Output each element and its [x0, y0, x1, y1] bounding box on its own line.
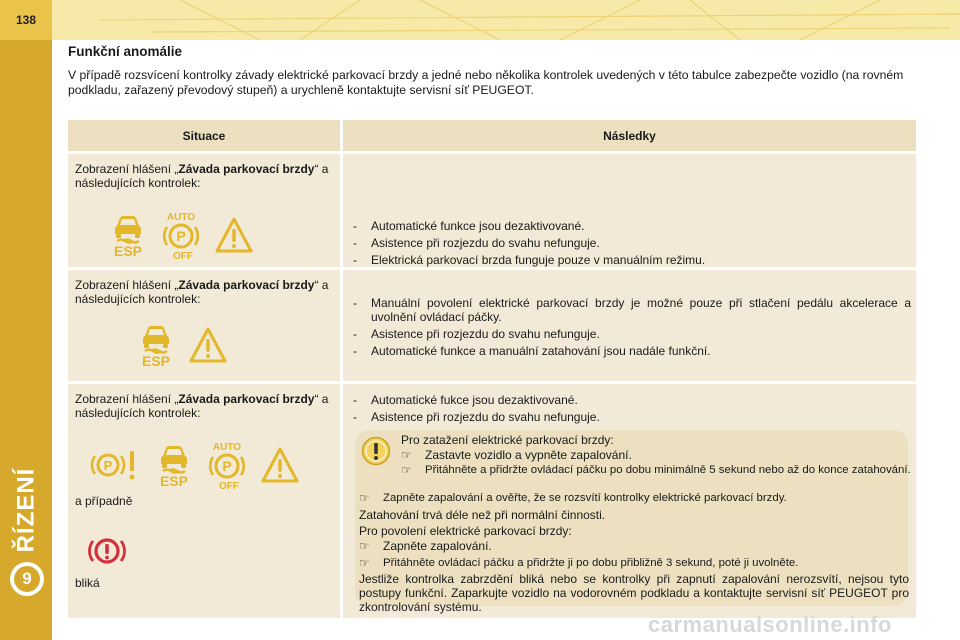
warning-icons — [136, 322, 240, 371]
warning-icons — [90, 440, 312, 493]
chapter-title — [6, 455, 46, 565]
svg-text:ESP: ESP — [113, 243, 143, 258]
info-exclamation-icon — [361, 436, 391, 469]
brake-warning-icon — [86, 532, 128, 573]
situation-bold: Závada parkovací brzdy — [178, 162, 315, 176]
anomaly-table — [68, 120, 916, 621]
box-step — [359, 556, 933, 570]
watermark: carmanualsonline.info — [648, 612, 892, 637]
svg-text:P: P — [103, 458, 113, 473]
situation-suffix: “ a následujících kontrolek: — [75, 162, 329, 190]
box-step — [359, 491, 933, 505]
box-step — [359, 539, 933, 553]
list-item: - Asistence při rozjezdu do svahu nefunguje. — [351, 410, 911, 424]
box-step-text: Zapněte zapalování. — [383, 539, 492, 553]
consequence-list — [351, 296, 911, 361]
page-number: 138 — [0, 0, 52, 40]
svg-text:P: P — [222, 458, 232, 474]
situation-bold: Závada parkovací brzdy — [178, 392, 315, 406]
warning-triangle-icon — [188, 326, 228, 367]
svg-text:ESP: ESP — [141, 353, 171, 368]
svg-text:OFF: OFF — [173, 251, 193, 260]
svg-text:P: P — [176, 228, 186, 244]
pointer-bullet-icon: ☞ — [359, 491, 370, 505]
pointer-bullet-icon: ☞ — [359, 556, 370, 570]
warning-icons — [108, 210, 266, 263]
brake-warning-icons — [86, 532, 140, 573]
situation-prefix: Zobrazení hlášení „ — [75, 278, 179, 292]
situation-suffix: “ a následujících kontrolek: — [75, 392, 329, 420]
consequence-list — [351, 393, 911, 427]
list-item: - Asistence při rozjezdu do svahu nefunguje. — [351, 236, 911, 250]
list-item: - Manuální povolení elektrické parkovací brzdy je možné pouze při stlačení pedálu akcelerace a uvolnění ovládací páčky. — [351, 296, 911, 324]
situation-prefix: Zobrazení hlášení „ — [75, 162, 179, 176]
table-header-row — [68, 120, 916, 151]
box-step-text: Zapněte zapalování a ověřte, že se rozsvítí kontrolky elektrické parkovací brzdy. — [383, 492, 787, 504]
situation-prefix: Zobrazení hlášení „ — [75, 392, 179, 406]
blinking-text: bliká — [75, 576, 100, 590]
pointer-bullet-icon: ☞ — [401, 463, 412, 477]
consequence-cell — [343, 384, 916, 618]
table-row — [68, 154, 916, 267]
box-step-text: Zastavte vozidlo a vypněte zapalování. — [425, 448, 632, 462]
table-row — [68, 270, 916, 381]
situation-cell — [68, 384, 340, 618]
svg-text:AUTO: AUTO — [166, 212, 196, 223]
header-consequence: Následky — [343, 120, 916, 151]
box-release-title: Pro povolení elektrické parkovací brzdy: — [359, 524, 572, 538]
and-possibly-text: a případně — [75, 494, 133, 508]
warning-triangle-icon — [214, 216, 254, 257]
situation-text — [75, 392, 337, 420]
esp-warning-icon — [108, 212, 148, 261]
list-item: - Automatické funkce jsou dezaktivované. — [351, 219, 911, 233]
esp-warning-icon — [136, 322, 176, 371]
box-step — [401, 463, 911, 477]
situation-cell — [68, 154, 340, 267]
header-situation: Situace — [68, 120, 340, 151]
section-heading: Funkční anomálie — [68, 44, 183, 59]
consequence-cell — [343, 154, 916, 267]
list-item: - Elektrická parkovací brzda funguje pouze v manuálním režimu. — [351, 253, 911, 267]
auto-parking-brake-off-icon — [206, 440, 248, 493]
situation-text — [75, 162, 337, 190]
pointer-bullet-icon: ☞ — [401, 448, 412, 462]
warning-triangle-icon — [260, 446, 300, 487]
chapter-number-badge — [10, 562, 44, 596]
situation-suffix: “ a následujících kontrolek: — [75, 278, 329, 306]
chapter-number: 9 — [14, 566, 40, 592]
situation-text — [75, 278, 337, 306]
list-item: - Automatické fukce jsou dezaktivované. — [351, 393, 911, 407]
situation-bold: Závada parkovací brzdy — [178, 278, 315, 292]
chapter-title-text: ŘÍZENÍ — [12, 467, 40, 553]
top-decorative-band — [0, 0, 960, 40]
list-item: - Automatické funkce a manuální zatahování jsou nadále funkční. — [351, 344, 911, 358]
consequence-cell — [343, 270, 916, 381]
intro-paragraph: V případě rozsvícení kontrolky závady elektrické parkovací brzdy a jedné nebo několika kontrolek uvedených v této tabulce zabezpečte vozidlo (na rovném podkladu, zařazený převodový stupeň) a urychleně kontaktujte servisní síť PEUGEOT. — [68, 68, 904, 97]
parking-brake-fault-icon — [90, 445, 142, 488]
svg-text:ESP: ESP — [159, 473, 189, 488]
box-title: Pro zatažení elektrické parkovací brzdy: — [401, 433, 614, 447]
situation-cell — [68, 270, 340, 381]
svg-text:OFF: OFF — [219, 481, 239, 490]
box-note: Zatahování trvá déle než při normální činnosti. — [359, 508, 606, 522]
top-band-lines — [0, 0, 960, 40]
list-item: - Asistence při rozjezdu do svahu nefunguje. — [351, 327, 911, 341]
box-step — [401, 448, 930, 462]
box-step-text: Přitáhněte a přidržte ovládací páčku po dobu minimálně 5 sekund nebo až do konce zatahování. — [425, 464, 911, 476]
svg-text:AUTO: AUTO — [212, 442, 242, 453]
pointer-bullet-icon: ☞ — [359, 539, 370, 553]
table-row — [68, 384, 916, 618]
box-step-text: Přitáhněte ovládací páčku a přidržte ji po dobu přibližně 3 sekund, poté ji uvolněte. — [383, 557, 799, 569]
esp-warning-icon — [154, 442, 194, 491]
box-final-note: Jestliže kontrolka zabrzdění bliká nebo se kontrolky při zapnutí zapalování nerozsvítí, nejsou tyto postupy funkční. Zaparkujte vozidlo na vodorovném podkladu a kontaktujte servisní síť PEUGEOT pro zkontrolování systému. — [359, 572, 909, 614]
auto-parking-brake-off-icon — [160, 210, 202, 263]
consequence-list — [351, 219, 911, 270]
